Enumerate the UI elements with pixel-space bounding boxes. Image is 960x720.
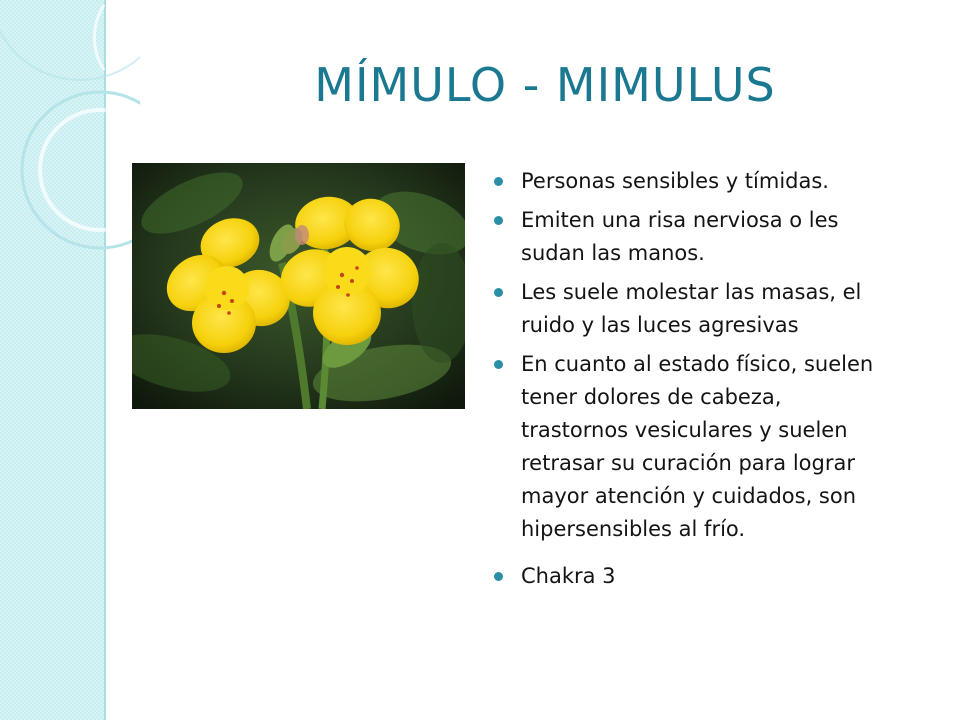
slide-title: MÍMULO - MIMULUS	[314, 58, 776, 112]
decorative-circles	[0, 0, 140, 260]
bullet-item	[492, 560, 892, 593]
bullet-text: Emiten una risa nerviosa o les sudan las manos.	[521, 208, 839, 265]
bullet-dot-icon	[494, 288, 503, 297]
bullet-dot-icon	[494, 177, 503, 186]
bullet-item	[492, 348, 892, 546]
flower-illustration	[132, 163, 465, 409]
bullet-item	[492, 204, 892, 270]
bullet-dot-icon	[494, 216, 503, 225]
bullet-text: En cuanto al estado físico, suelen tener dolores de cabeza, trastornos vesiculares y suelen retrasar su curación para lograr mayor atención y cuidados, son hipersensibles al frío.	[521, 352, 874, 541]
bullet-text: Les suele molestar las masas, el ruido y las luces agresivas	[521, 280, 862, 337]
bullet-dot-icon	[494, 572, 503, 581]
mimulus-flower-photo	[132, 163, 465, 409]
bullet-text: Chakra 3	[521, 564, 616, 588]
bullet-list	[492, 165, 892, 599]
bullet-dot-icon	[494, 360, 503, 369]
bullet-text: Personas sensibles y tímidas.	[521, 169, 829, 193]
bullet-item	[492, 165, 892, 198]
bullet-item	[492, 276, 892, 342]
